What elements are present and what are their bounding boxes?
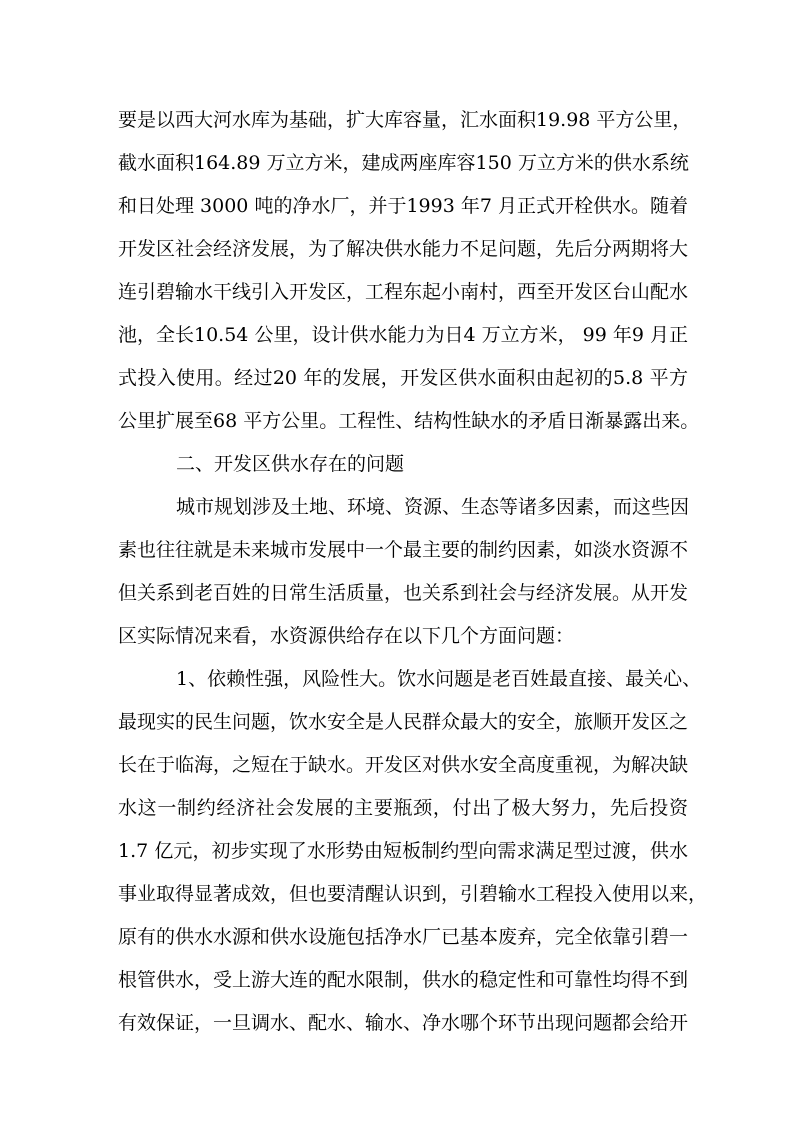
paragraph-line: 最现实的民生问题，饮水安全是人民群众最大的安全，旅顺开发区之 [118, 711, 689, 733]
paragraph-line: 区实际情况来看，水资源供给存在以下几个方面问题： [118, 625, 575, 647]
paragraph-line: 长在于临海，之短在于缺水。开发区对供水安全高度重视，为解决缺 [118, 754, 689, 776]
section-heading: 二、开发区供水存在的问题 [176, 453, 405, 475]
paragraph-line: 公里扩展至68 平方公里。工程性、结构性缺水的矛盾日渐暴露出来。 [118, 410, 700, 432]
paragraph-line: 和日处理 3000 吨的净水厂，并于1993 年7 月正式开栓供水。随着 [118, 195, 688, 217]
paragraph-line: 有效保证，一旦调水、配水、输水、净水哪个环节出现问题都会给开 [118, 1012, 689, 1034]
paragraph-line: 事业取得显著成效，但也要清醒认识到，引碧输水工程投入使用以来， [118, 883, 708, 905]
paragraph-line: 城市规划涉及土地、环境、资源、生态等诸多因素，而这些因 [176, 496, 690, 518]
paragraph-line: 水这一制约经济社会发展的主要瓶颈，付出了极大努力，先后投资 [118, 797, 688, 819]
paragraph-line: 根管供水，受上游大连的配水限制，供水的稳定性和可靠性均得不到 [118, 969, 689, 991]
paragraph-line: 1、依赖性强，风险性大。饮水问题是老百姓最直接、最关心、 [176, 668, 702, 690]
paragraph-line: 连引碧输水干线引入开发区，工程东起小南村，西至开发区台山配水 [118, 281, 689, 303]
paragraph-line: 原有的供水水源和供水设施包括净水厂已基本废弃，完全依靠引碧一 [118, 926, 689, 948]
paragraph-line: 但关系到老百姓的日常生活质量，也关系到社会与经济发展。从开发 [118, 582, 689, 604]
paragraph-line: 池，全长10.54 公里，设计供水能力为日4 万立方米， 99 年9 月正 [118, 324, 688, 346]
paragraph-line: 1.7 亿元，初步实现了水形势由短板制约型向需求满足型过渡，供水 [118, 840, 688, 862]
paragraph-line: 式投入使用。经过20 年的发展，开发区供水面积由起初的5.8 平方 [118, 367, 688, 389]
paragraph-line: 素也往往就是未来城市发展中一个最主要的制约因素，如淡水资源不 [118, 539, 689, 561]
paragraph-line: 截水面积164.89 万立方米，建成两座库容150 万立方米的供水系统 [118, 152, 689, 174]
paragraph-line: 开发区社会经济发展，为了解决供水能力不足问题，先后分两期将大 [118, 238, 689, 260]
paragraph-line: 要是以西大河水库为基础，扩大库容量，汇水面积19.98 平方公里， [118, 109, 692, 131]
